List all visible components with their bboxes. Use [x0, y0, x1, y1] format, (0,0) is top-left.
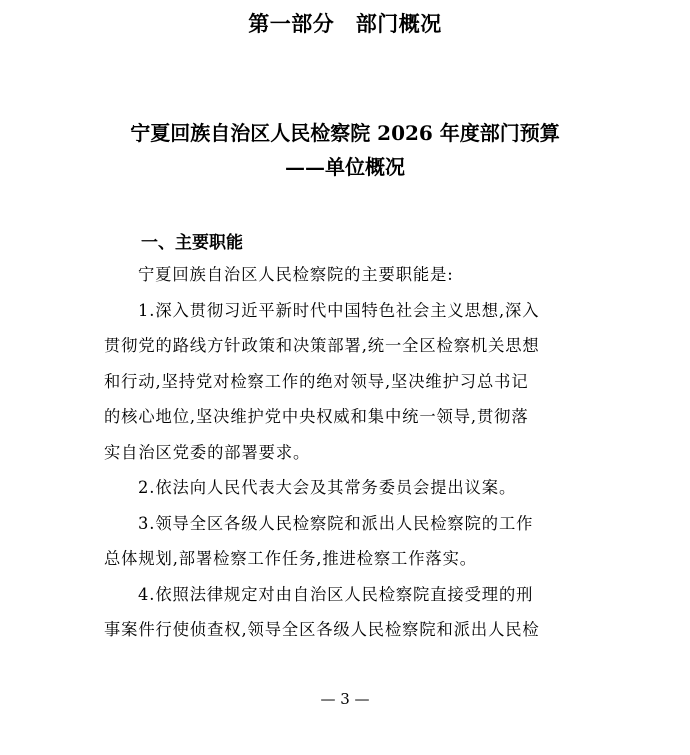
body-text	[104, 257, 580, 648]
paragraph-1-line-4: 的核心地位,坚决维护党中央权威和集中统一领导,贯彻落	[104, 407, 529, 426]
paragraph-1-line-1: 1.深入贯彻习近平新时代中国特色社会主义思想,深入	[138, 300, 540, 320]
paragraph-3-line-1: 3.领导全区各级人民检察院和派出人民检察院的工作	[138, 513, 534, 533]
paragraph-1-line-2: 贯彻党的路线方针政策和决策部署,统一全区检察机关思想	[104, 336, 540, 355]
document-title-line-1: 宁夏回族自治区人民检察院 2026 年度部门预算	[130, 121, 560, 145]
paragraph-2-line-1: 2.依法向人民代表大会及其常务委员会提出议案。	[138, 478, 517, 497]
paragraph-1-line-5: 实自治区党委的部署要求。	[104, 442, 311, 462]
paragraph-4-line-2: 事案件行使侦查权,领导全区各级人民检察院和派出人民检	[104, 620, 540, 639]
section-heading: 一、主要职能	[141, 233, 243, 253]
paragraph-1-line-3: 和行动,坚持党对检察工作的绝对领导,坚决维护习总书记	[104, 371, 529, 391]
paragraph-4-line-1: 4.依照法律规定对由自治区人民检察院直接受理的刑	[138, 584, 534, 604]
paragraph-intro: 宁夏回族自治区人民检察院的主要职能是:	[138, 265, 454, 284]
page-number: — 3 —	[320, 690, 370, 708]
document-title	[0, 116, 690, 184]
document-title-line-2: ——单位概况	[285, 155, 405, 179]
paragraph-3-line-2: 总体规划,部署检察工作任务,推进检察工作落实。	[104, 549, 477, 568]
part-title: 第一部分 部门概况	[248, 11, 442, 36]
